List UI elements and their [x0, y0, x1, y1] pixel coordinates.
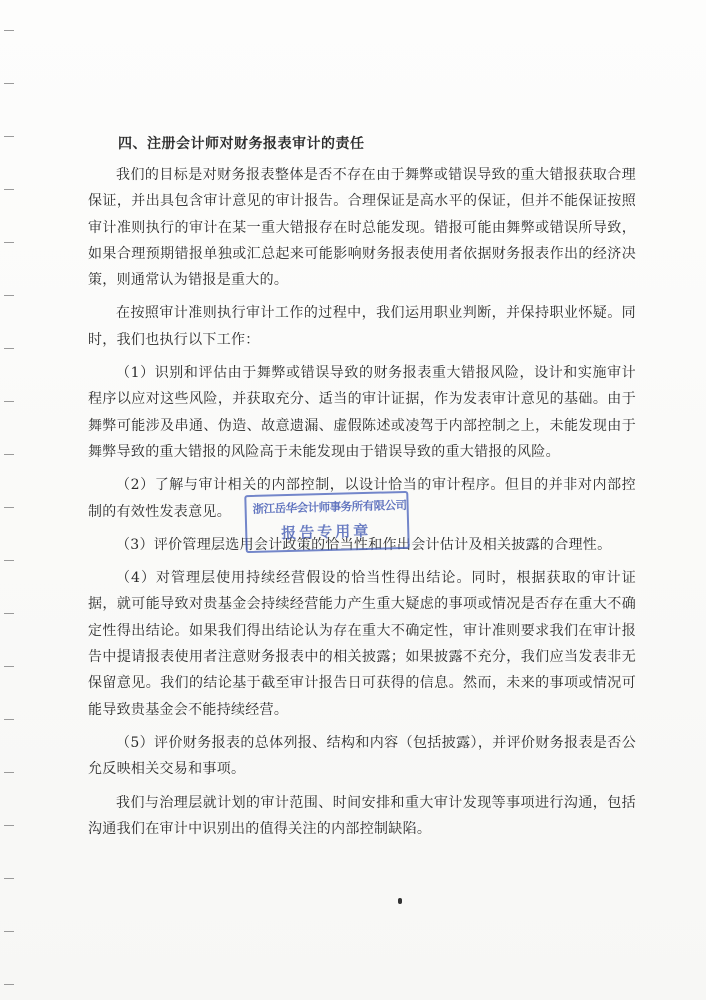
stamp-firm-name: 浙江岳华会计师事务所有限公司	[252, 497, 407, 516]
paragraph-item-1: （1）识别和评估由于舞弊或错误导致的财务报表重大错报风险，设计和实施审计程序以应对这些风险，并获取充分、适当的审计证据，作为发表审计意见的基础。由于舞弊可能涉及串通、伪造、故意遗漏、虚假陈述或凌驾于内部控制之上，未能发现由于舞弊导致的重大错报的风险高于未能发现由于错误导致的重大错报的风险。	[88, 365, 636, 460]
edge-tick	[4, 613, 14, 614]
edge-tick	[4, 189, 14, 190]
paragraph-item-2: （2）了解与审计相关的内部控制，以设计恰当的审计程序。但目的并非对内部控制的有效性发表意见。	[88, 477, 636, 520]
paragraph-communication: 我们与治理层就计划的审计范围、时间安排和重大审计发现等事项进行沟通，包括沟通我们在审计中识别出的值得关注的内部控制缺陷。	[88, 794, 636, 837]
edge-tick	[4, 825, 14, 826]
edge-tick	[4, 295, 14, 296]
edge-tick	[4, 348, 14, 349]
edge-tick	[4, 719, 14, 720]
edge-tick	[4, 242, 14, 243]
report-stamp	[244, 491, 409, 553]
edge-tick	[4, 984, 14, 985]
ink-dot	[398, 898, 402, 904]
edge-tick	[4, 931, 14, 932]
section-heading: 四、注册会计师对财务报表审计的责任	[118, 136, 365, 152]
edge-tick	[4, 507, 14, 508]
edge-tick	[4, 666, 14, 667]
paragraph-item-4: （4）对管理层使用持续经营假设的恰当性得出结论。同时，根据获取的审计证据，就可能导致对贵基金会持续经营能力产生重大疑虑的事项或情况是否存在重大不确定性得出结论。如果我们得出结论认为存在重大不确定性，审计准则要求我们在审计报告中提请报表使用者注意财务报表中的相关披露；如果披露不充分，我们应当发表非无保留意见。我们的结论基于截至审计报告日可获得的信息。然而，未来的事项或情况可能导致贵基金会不能持续经营。	[88, 570, 636, 718]
stamp-label: 报告专用章	[281, 521, 372, 543]
edge-tick	[4, 878, 14, 879]
paragraph-item-5: （5）评价财务报表的总体列报、结构和内容（包括披露），并评价财务报表是否公允反映相关交易和事项。	[88, 734, 636, 778]
edge-tick	[4, 136, 14, 137]
edge-tick	[4, 401, 14, 402]
paragraph-item-3: （3）评价管理层选用会计政策的恰当性和作出会计估计及相关披露的合理性。	[116, 536, 612, 553]
edge-tick	[4, 772, 14, 773]
edge-tick	[4, 560, 14, 561]
edge-tick	[4, 454, 14, 455]
paragraph-intro-work: 在按照审计准则执行审计工作的过程中，我们运用职业判断，并保持职业怀疑。同时，我们也执行以下工作：	[88, 305, 636, 348]
paragraph-objective: 我们的目标是对财务报表整体是否不存在由于舞弊或错误导致的重大错报获取合理保证，并出具包含审计意见的审计报告。合理保证是高水平的保证，但并不能保证按照审计准则执行的审计在某一重大错报存在时总能发现。错报可能由舞弊或错误所导致，如果合理预期错报单独或汇总起来可能影响财务报表使用者依据财务报表作出的经济决策，则通常认为错报是重大的。	[88, 167, 636, 289]
edge-tick	[4, 30, 14, 31]
edge-tick	[4, 83, 14, 84]
binding-edge-marks	[4, 0, 18, 1000]
